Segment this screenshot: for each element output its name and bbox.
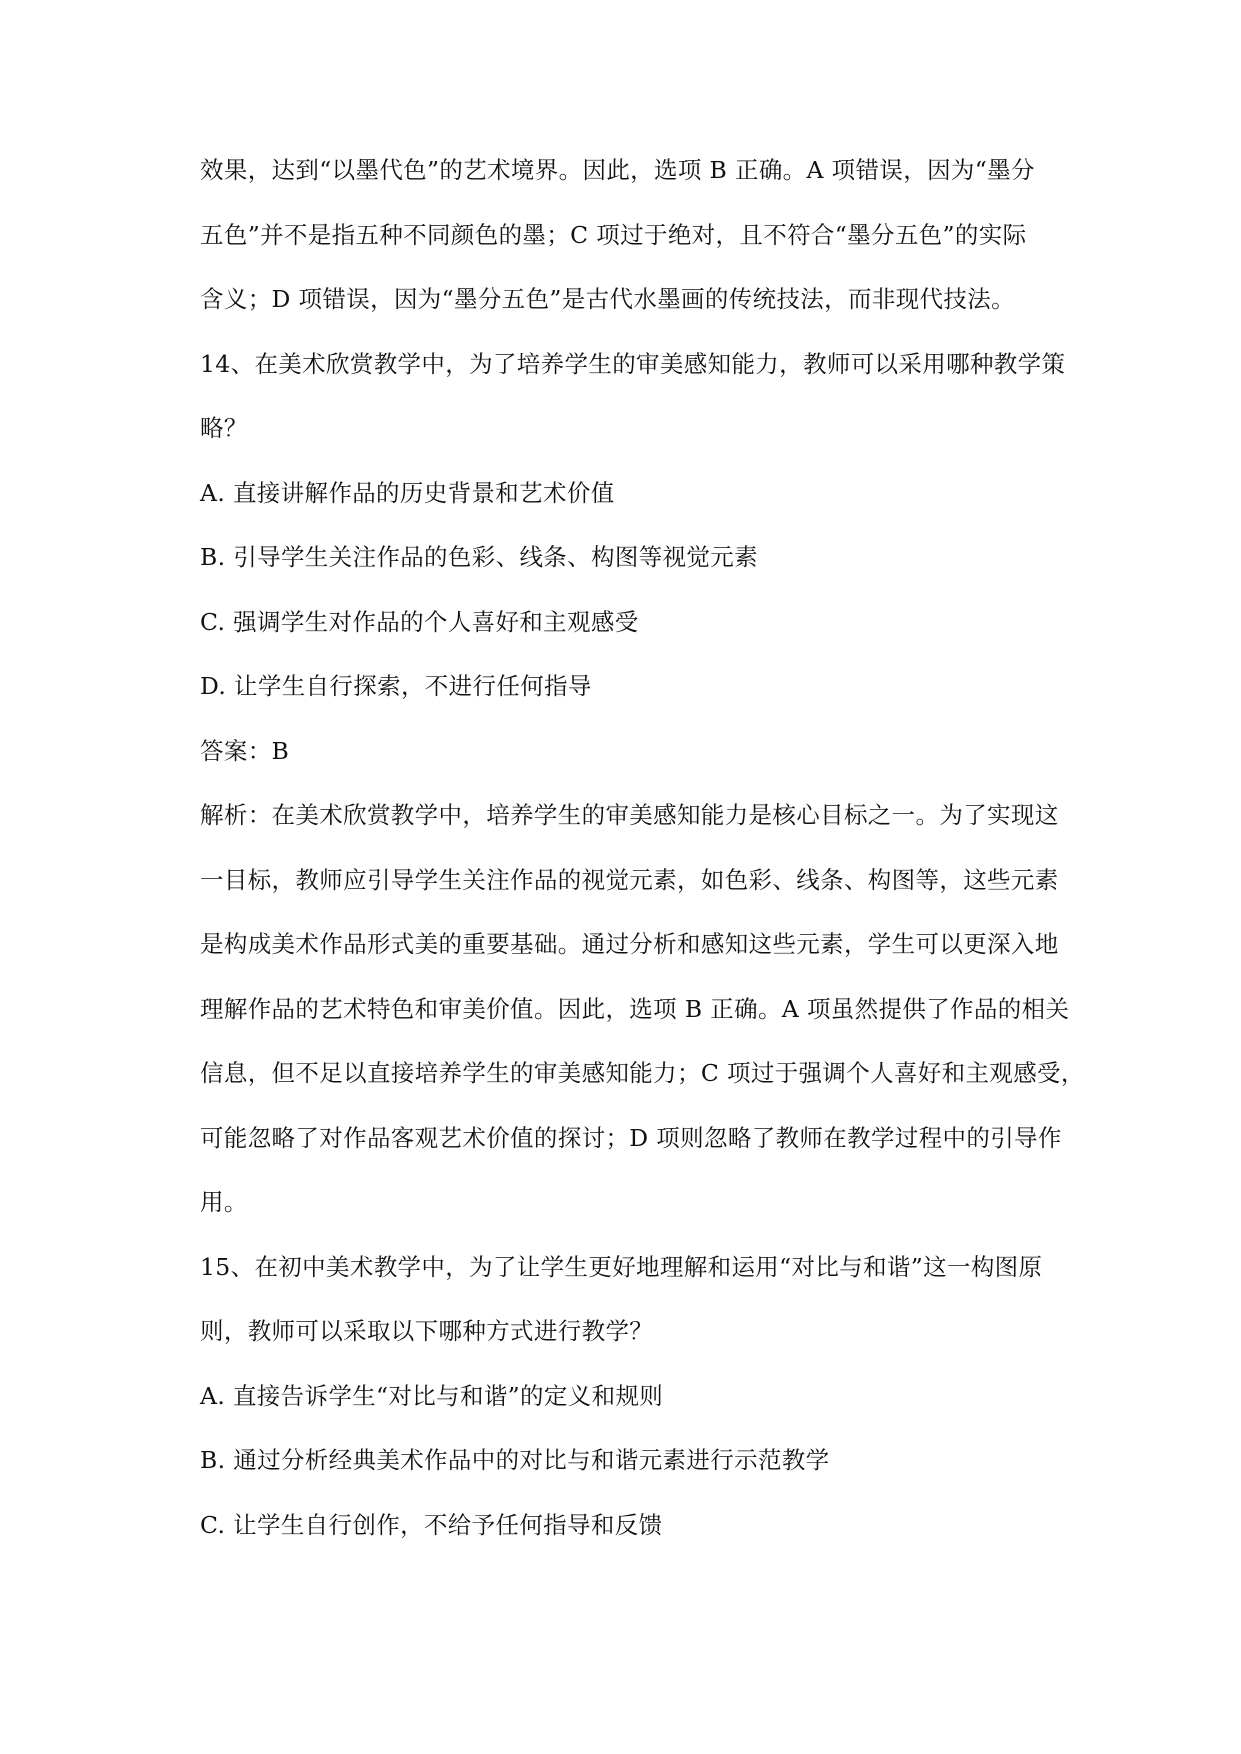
question-14-option-b: B. 引导学生关注作品的色彩、线条、构图等视觉元素 — [200, 543, 758, 571]
question-14-explanation: 解析：在美术欣赏教学中，培养学生的审美感知能力是核心目标之一。为了实现这 — [200, 801, 1059, 829]
question-14-option-d: D. 让学生自行探索，不进行任何指导 — [200, 672, 592, 700]
question-14-stem: 略？ — [200, 414, 248, 442]
question-15-option-b: B. 通过分析经典美术作品中的对比与和谐元素进行示范教学 — [200, 1446, 830, 1474]
question-14-option-a: A. 直接讲解作品的历史背景和艺术价值 — [200, 478, 615, 507]
text-line-q13-explanation: 效果，达到“以墨代色”的艺术境界。因此，选项 B 正确。A 项错误，因为“墨分 — [200, 156, 1035, 184]
text-line-q13-explanation: 五色”并不是指五种不同颜色的墨；C 项过于绝对，且不符合“墨分五色”的实际 — [200, 220, 1027, 249]
question-14-explanation: 理解作品的艺术特色和审美价值。因此，选项 B 正确。A 项虽然提供了作品的相关 — [200, 994, 1070, 1023]
question-15-option-c: C. 让学生自行创作，不给予任何指导和反馈 — [200, 1510, 663, 1539]
question-15-stem: 15、在初中美术教学中，为了让学生更好地理解和运用“对比与和谐”这一构图原 — [200, 1252, 1043, 1281]
question-14-explanation: 是构成美术作品形式美的重要基础。通过分析和感知这些元素，学生可以更深入地 — [200, 930, 1059, 958]
question-15-stem: 则，教师可以采取以下哪种方式进行教学？ — [200, 1317, 654, 1345]
question-14-option-c: C. 强调学生对作品的个人喜好和主观感受 — [200, 607, 639, 636]
question-14-explanation: 一目标，教师应引导学生关注作品的视觉元素，如色彩、线条、构图等，这些元素 — [200, 865, 1059, 894]
question-15-option-a: A. 直接告诉学生“对比与和谐”的定义和规则 — [200, 1381, 664, 1410]
text-line-q13-explanation: 含义；D 项错误，因为“墨分五色”是古代水墨画的传统技法，而非现代技法。 — [200, 285, 1015, 313]
question-14-explanation: 可能忽略了对作品客观艺术价值的探讨；D 项则忽略了教师在教学过程中的引导作 — [200, 1123, 1062, 1152]
question-14-explanation: 信息，但不足以直接培养学生的审美感知能力；C 项过于强调个人喜好和主观感受， — [200, 1059, 1085, 1087]
question-14-explanation: 用。 — [200, 1188, 248, 1216]
page-body — [200, 138, 1090, 1557]
question-14-stem: 14、在美术欣赏教学中，为了培养学生的审美感知能力，教师可以采用哪种教学策 — [200, 349, 1066, 378]
question-14-answer: 答案：B — [200, 736, 290, 765]
